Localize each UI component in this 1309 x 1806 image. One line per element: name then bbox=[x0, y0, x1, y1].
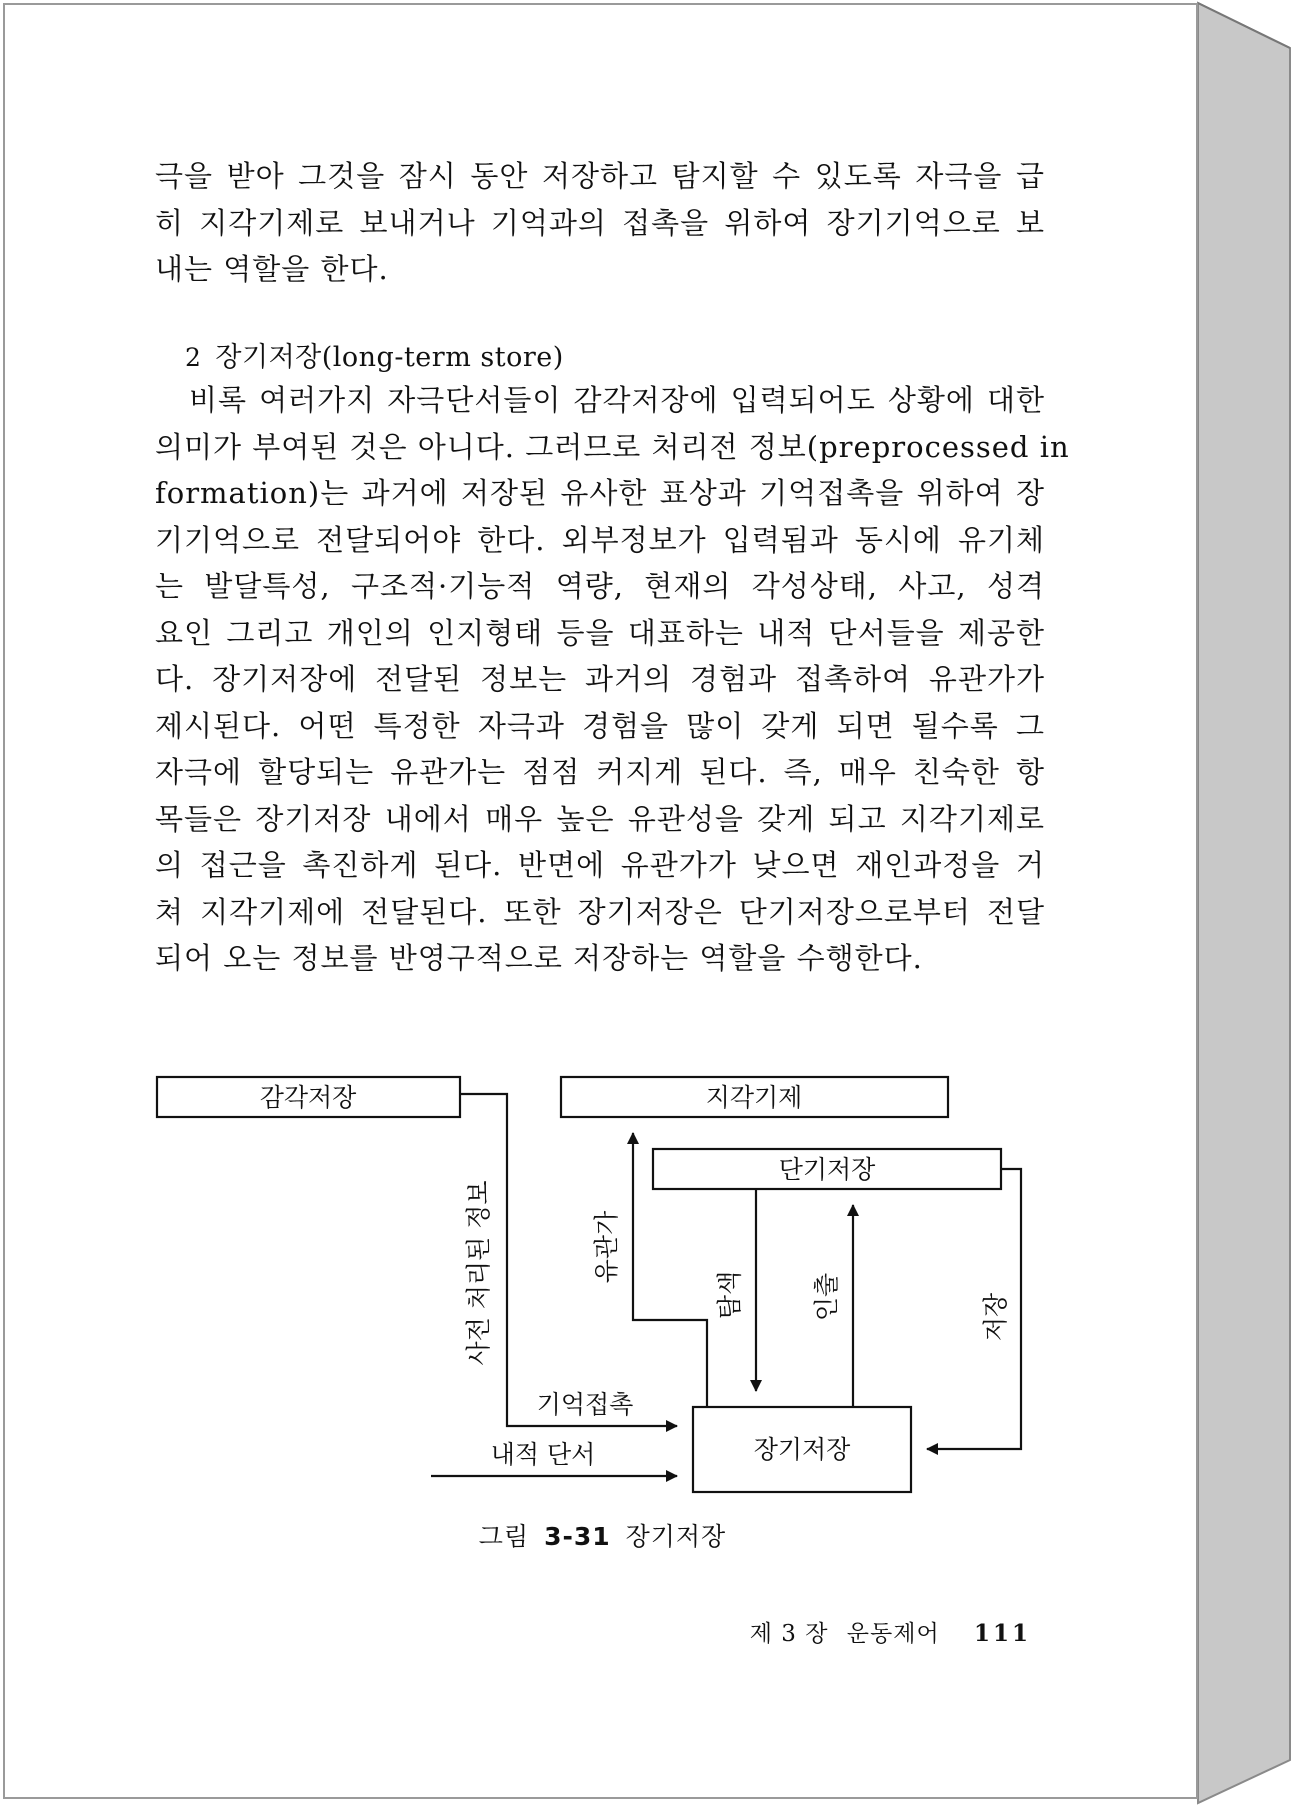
paragraph-line: 극을 받아 그것을 잠시 동안 저장하고 탐지할 수 있도록 자극을 급 bbox=[155, 159, 1045, 193]
section-paragraph bbox=[155, 377, 1070, 982]
paragraph-line: 목들은 장기저장 내에서 매우 높은 유관성을 갖게 되고 지각기제로 bbox=[155, 801, 1045, 836]
perception-mechanism-label: 지각기제 bbox=[705, 1083, 803, 1112]
footer-page-number: 111 bbox=[973, 1620, 1031, 1647]
internal-cue-label: 내적 단서 bbox=[490, 1440, 596, 1469]
search-label: 탐색 bbox=[715, 1270, 744, 1320]
figure-caption-number: 3-31 bbox=[544, 1522, 611, 1551]
paragraph-line: 는 발달특성, 구조적·기능적 역량, 현재의 각성상태, 사고, 성격 bbox=[155, 569, 1045, 603]
paragraph-line: 다. 장기저장에 전달된 정보는 과거의 경험과 접촉하여 유관가가 bbox=[155, 662, 1045, 696]
long-term-store-label: 장기저장 bbox=[753, 1435, 851, 1464]
footer-chapter-title: 운동제어 bbox=[846, 1621, 940, 1647]
paragraph-continuation bbox=[155, 153, 1045, 293]
retrieval-label: 인출 bbox=[812, 1272, 841, 1322]
paragraph-line: 의 접근을 촉진하게 된다. 반면에 유관가가 낮으면 재인과정을 거 bbox=[155, 848, 1045, 882]
relevance-arrow bbox=[633, 1133, 707, 1407]
paragraph-line: 요인 그리고 개인의 인지형태 등을 대표하는 내적 단서들을 제공한 bbox=[155, 615, 1045, 650]
paragraph-line: 제시된다. 어떤 특정한 자극과 경험을 많이 갖게 되면 될수록 그 bbox=[155, 708, 1045, 743]
paragraph-line: 쳐 지각기제에 전달된다. 또한 장기저장은 단기저장으로부터 전달 bbox=[155, 894, 1045, 929]
footer-chapter: 제 3 장 bbox=[749, 1621, 829, 1647]
long-term-store-diagram bbox=[145, 1055, 1045, 1505]
short-term-store-label: 단기저장 bbox=[778, 1155, 876, 1184]
figure-caption-prefix: 그림 bbox=[478, 1522, 530, 1551]
page-footer bbox=[740, 1615, 1031, 1648]
section-number: 2 bbox=[185, 343, 202, 372]
book-page bbox=[3, 3, 1198, 1799]
paragraph-line: formation)는 과거에 저장된 유사한 표상과 기억접촉을 위하여 장 bbox=[155, 476, 1045, 510]
paragraph-line: 기기억으로 전달되어야 한다. 외부정보가 입력됨과 동시에 유기체 bbox=[155, 522, 1045, 557]
figure-caption bbox=[5, 1517, 1200, 1553]
paragraph-line: 되어 오는 정보를 반영구적으로 저장하는 역할을 수행한다. bbox=[155, 941, 923, 975]
figure-caption-title: 장기저장 bbox=[625, 1522, 727, 1551]
relevance-label: 유관가 bbox=[592, 1210, 621, 1284]
paragraph-line: 자극에 할당되는 유관가는 점점 커지게 된다. 즉, 매우 친숙한 항 bbox=[155, 755, 1045, 789]
paragraph-line: 내는 역할을 한다. bbox=[155, 252, 389, 286]
storage-label: 저장 bbox=[981, 1292, 1010, 1342]
paragraph-line: 비록 여러가지 자극단서들이 감각저장에 입력되어도 상황에 대한 bbox=[189, 383, 1045, 417]
memory-contact-label: 기억접촉 bbox=[536, 1390, 634, 1419]
section-heading bbox=[185, 335, 564, 374]
paragraph-line: 의미가 부여된 것은 아니다. 그러므로 처리전 정보(preprocessed in bbox=[155, 429, 1070, 464]
sensory-store-label: 감각저장 bbox=[259, 1083, 357, 1112]
section-title: 장기저장(long-term store) bbox=[215, 342, 564, 373]
preprocessed-info-label: 사전 처리된 정보 bbox=[464, 1180, 493, 1366]
paragraph-line: 히 지각기제로 보내거나 기억과의 접촉을 위하여 장기기억으로 보 bbox=[155, 205, 1045, 240]
